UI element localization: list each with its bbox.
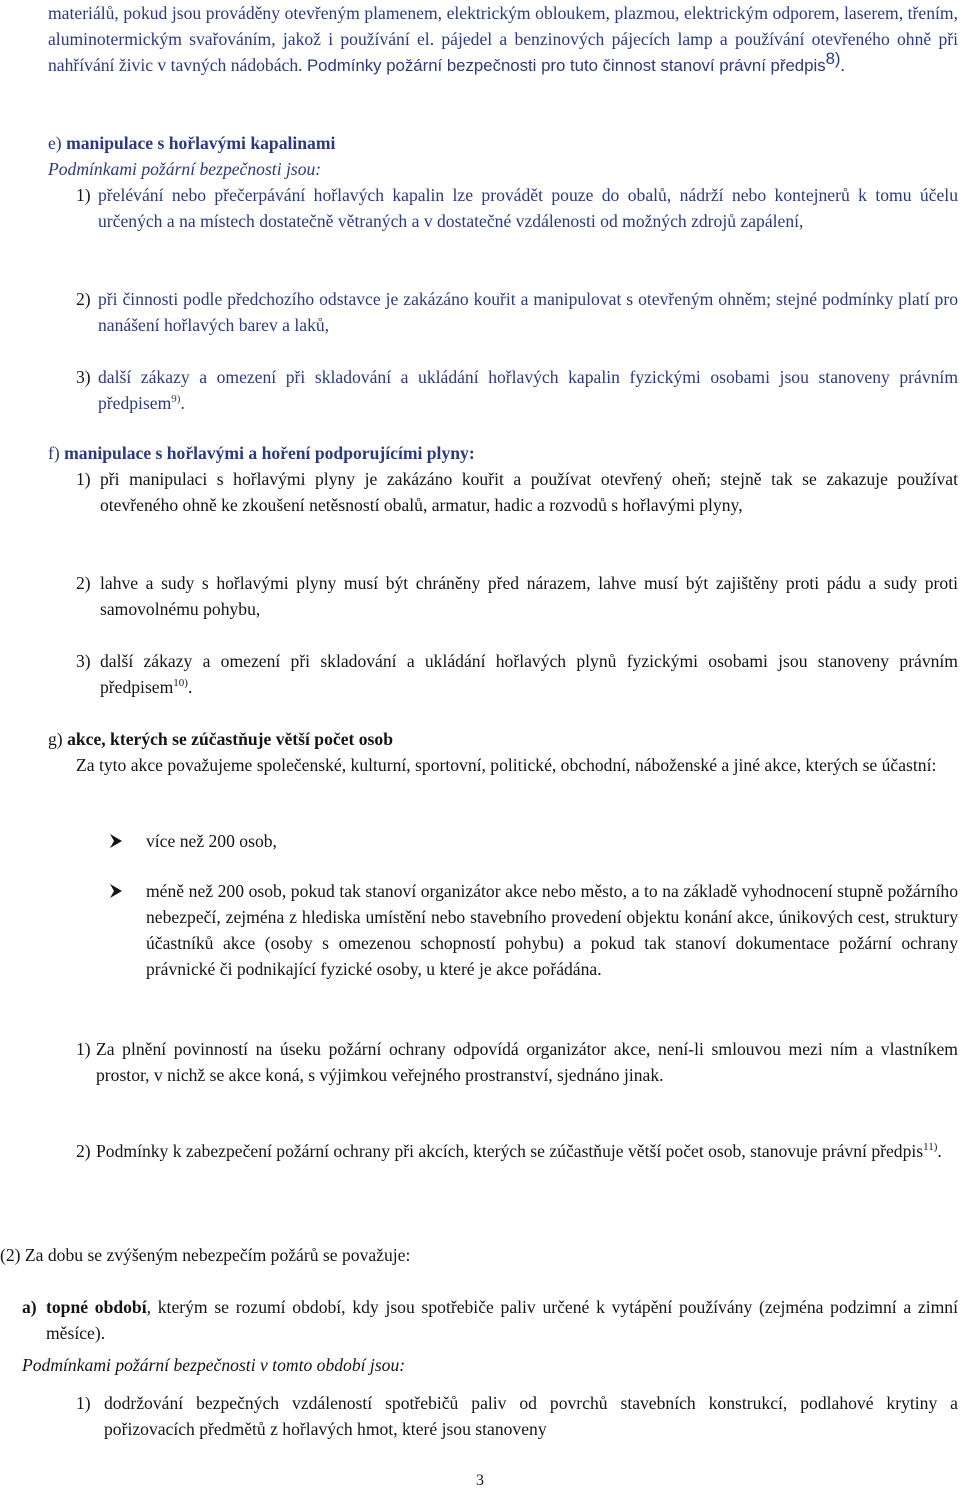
footnote-ref-9: 9) <box>171 393 181 406</box>
section-f-title: manipulace s hořlavými a hoření podporujícími plyny: <box>64 443 475 463</box>
list-item-text: Podmínky k zabezpečení požární ochrany při akcích, kterých se zúčastňuje větší počet osob, stanovuje právní předpis <box>96 1141 924 1161</box>
section-2-heading: (2) Za dobu se zvýšeným nebezpečím požárů se považuje: <box>0 1245 411 1265</box>
intro-text: materiálů, pokud jsou prováděny otevřeným plamenem, elektrickým obloukem, plazmou, elektrickým odporem, laserem, třením, aluminotermickým svařováním, jakož i používání el. pájedel a benzinových pájecích lamp a používání otevřeného ohně při nahřívání živic v tavných nádobách. <box>48 3 958 75</box>
arrow-bullet-icon <box>108 882 124 900</box>
arrow-bullet-icon <box>108 832 124 850</box>
list-item-text: Za plnění povinností na úseku požární ochrany odpovídá organizátor akce, není-li smlouvou mezi ním a vlastníkem prostor, v nichž se akce koná, s výjimkou veřejného prostranství, sjednáno jinak. <box>96 1039 958 1085</box>
section-f-item-3: 3) další zákazy a omezení při skladování a ukládání hořlavých plynů fyzickými osobami jsou stanoveny právním předpisem$^{10)}$. <box>76 648 958 700</box>
section-g-item-1 <box>76 1036 958 1088</box>
section-g-letter: g) <box>48 729 63 749</box>
section-f-item-1 <box>76 466 958 518</box>
list-item-text: další zákazy a omezení při skladování a ukládání hořlavých plynů fyzickými osobami jsou stanoveny právním předpisem <box>100 651 958 697</box>
list-number: 3) <box>76 651 91 671</box>
list-number: 2) <box>76 289 91 309</box>
bullet-item-1 <box>108 828 958 854</box>
section-2-item-a <box>22 1294 958 1346</box>
section-e-item-1 <box>76 182 958 234</box>
section-g-title: akce, kterých se zúčastňuje větší počet osob <box>67 729 393 749</box>
list-number: 2) <box>76 573 91 593</box>
list-item-text: při činnosti podle předchozího odstavce je zakázáno kouřit a manipulovat s otevřeným ohněm; stejné podmínky platí pro nanášení hořlavých barev a laků, <box>98 289 958 335</box>
section-e-item-2 <box>76 286 958 338</box>
section-e-heading <box>48 130 958 156</box>
footnote-ref-8: 8) <box>825 49 841 69</box>
list-number: 2) <box>76 1141 91 1161</box>
section-g-intro: Za tyto akce považujeme společenské, kulturní, sportovní, politické, obchodní, náboženské a jiné akce, kterých se účastní: <box>76 755 937 775</box>
section-f-item-2 <box>76 570 958 622</box>
section-f-heading <box>48 440 958 466</box>
footnote-ref-10: 10) <box>173 677 188 690</box>
section-e-conditions: Podmínkami požární bezpečnosti jsou: <box>48 159 322 179</box>
list-item-text: dodržování bezpečných vzdáleností spotřebičů paliv od povrchů stavebních konstrukcí, podlahové krytiny a pořizovacích předmětů z hořlavých hmot, které jsou stanoveny <box>104 1393 958 1439</box>
bullet-text: více než 200 osob, <box>146 831 277 851</box>
section-g-heading <box>48 726 958 752</box>
section-g-item-2: 2) Podmínky k zabezpečení požární ochrany při akcích, kterých se zúčastňuje větší počet osob, stanovuje právní předpis$^{11)}$. <box>76 1138 958 1164</box>
list-number: 1) <box>76 1039 91 1059</box>
section-e-letter: e) <box>48 133 62 153</box>
section-2-conditions: Podmínkami požární bezpečnosti v tomto období jsou: <box>22 1355 406 1375</box>
bullet-item-2 <box>108 878 958 982</box>
list-number: 3) <box>76 367 91 387</box>
intro-legal-text: Podmínky požární bezpečnosti pro tuto činnost stanoví právní předpis <box>306 56 826 75</box>
list-letter: a) <box>22 1297 37 1317</box>
list-number: 1) <box>76 185 91 205</box>
item-a-title: topné období <box>46 1297 147 1317</box>
list-number: 1) <box>76 1393 91 1413</box>
section-e-title: manipulace s hořlavými kapalinami <box>66 133 336 153</box>
section-f-letter: f) <box>48 443 60 463</box>
list-item-text: při manipulaci s hořlavými plyny je zakázáno kouřit a používat otevřený oheň; stejně tak se zakazuje používat otevřeného ohně ke zkoušení netěsností obalů, armatur, hadic a rozvodů s hořlavými plyny, <box>100 469 958 515</box>
list-item-text: další zákazy a omezení při skladování a ukládání hořlavých kapalin fyzickými osobami jsou stanoveny právním předpisem <box>98 367 958 413</box>
footnote-ref-11: 11) <box>923 1141 938 1154</box>
list-item-text: lahve a sudy s hořlavými plyny musí být chráněny před nárazem, lahve musí být zajištěny proti pádu a sudy proti samovolnému pohybu, <box>100 573 958 619</box>
section-2-item-1 <box>76 1390 958 1442</box>
bullet-text: méně než 200 osob, pokud tak stanoví organizátor akce nebo město, a to na základě vyhodnocení stupně požárního nebezpečí, zejména z hlediska umístění nebo stavebního provedení objektu konání akce, únikových cest, struktury účastníků akce (osoby s omezenou schopností pohybu) a pokud tak stanoví dokumentace požární ochrany právnické či podnikající fyzické osoby, u které je akce pořádána. <box>146 881 958 979</box>
section-e-item-3: 3) další zákazy a omezení při skladování a ukládání hořlavých kapalin fyzickými osobami jsou stanoveny právním předpisem$^{9)}$. <box>76 364 958 416</box>
list-number: 1) <box>76 469 91 489</box>
list-item-text: přelévání nebo přečerpávání hořlavých kapalin lze provádět pouze do obalů, nádrží nebo kontejnerů k tomu účelu určených a na místech dostatečně větraných a v dostatečné vzdálenosti od možných zdrojů zapálení, <box>98 185 958 231</box>
intro-paragraph: materiálů, pokud jsou prováděny otevřeným plamenem, elektrickým obloukem, plazmou, elektrickým odporem, laserem, třením, aluminotermickým svařováním, jakož i používání el. pájedel a benzinových pájecích lamp a používání otevřeného ohně při nahřívání živic v tavných nádobách. Podmínky požární bezpečnosti pro tuto činnost stanoví právní předpis$^{8)}$. <box>48 3 958 75</box>
page-number: 3 <box>476 1472 484 1489</box>
item-a-text: , kterým se rozumí období, kdy jsou spotřebiče paliv určené k vytápění používány (zejména podzimní a zimní měsíce). <box>46 1297 958 1343</box>
